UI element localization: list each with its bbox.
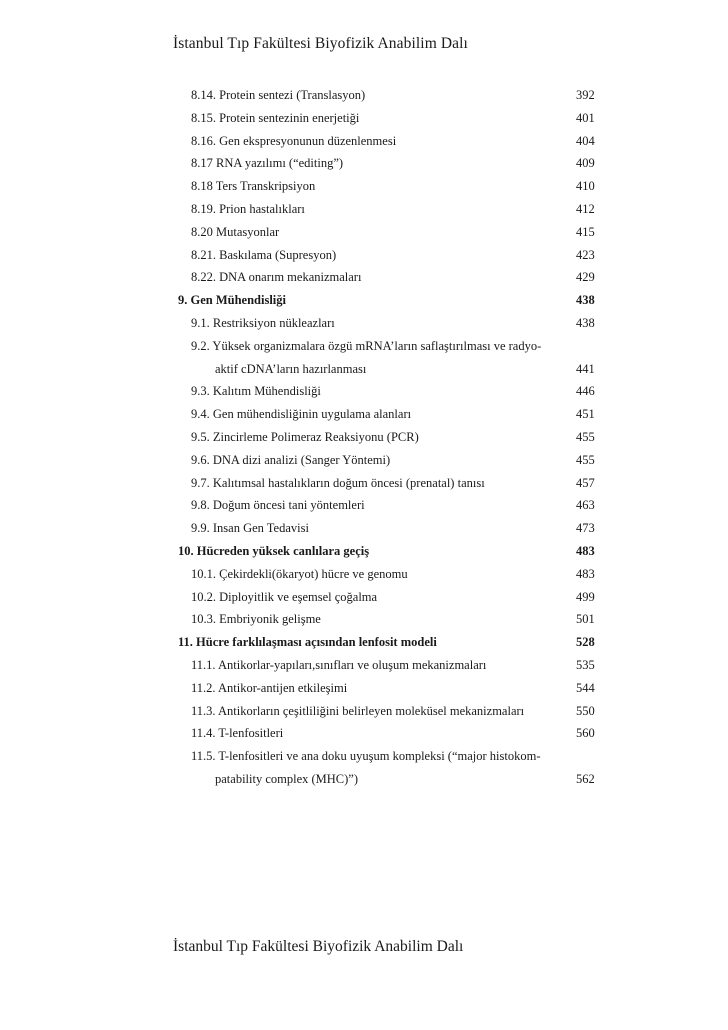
toc-entry-title: 8.21. Baskılama (Supresyon)	[191, 247, 337, 262]
toc-entry	[0, 407, 728, 427]
toc-entry	[0, 749, 728, 769]
toc-entry	[0, 362, 728, 382]
toc-entry-page: 544	[576, 680, 595, 695]
toc-entry	[0, 658, 728, 678]
toc-entry-page: 562	[576, 772, 595, 786]
toc-entry	[0, 567, 728, 587]
toc-entry-page: 501	[576, 612, 595, 627]
toc-entry	[0, 111, 728, 131]
toc-entry-page: 409	[576, 156, 595, 171]
toc-entry-title: 8.16. Gen ekspresyonunun düzenlenmesi	[191, 133, 397, 148]
toc-entry-page: 535	[576, 658, 595, 672]
toc-entry-page: 438	[576, 293, 595, 308]
toc-entry-title: patability complex (MHC)”)	[215, 772, 359, 786]
toc-entry-title: 8.19. Prion hastalıkları	[191, 202, 305, 216]
toc-entry-title: 10.2. Diployitlik ve eşemsel çoğalma	[191, 589, 378, 604]
toc-entry-page: 550	[576, 703, 595, 718]
toc-entry	[0, 156, 728, 176]
toc-entry-page: 483	[576, 544, 595, 558]
toc-entry	[0, 430, 728, 450]
toc-entry	[0, 498, 728, 518]
toc-entry	[0, 476, 728, 496]
toc-entry	[0, 384, 728, 404]
toc-entry-title: 8.22. DNA onarım mekanizmaları	[191, 270, 362, 285]
toc-entry-title: 10. Hücreden yüksek canlılara geçiş	[178, 544, 370, 558]
toc-entry	[0, 544, 728, 564]
toc-entry	[0, 270, 728, 290]
toc-entry-title: 11.3. Antikorların çeşitliliğini belirleyen moleküsel mekanizmaları	[191, 703, 525, 718]
toc-entry-page: 528	[576, 635, 595, 650]
toc-entry-title: 8.18 Ters Transkripsiyon	[191, 179, 316, 194]
toc-entry	[0, 179, 728, 199]
toc-entry-title: 9.7. Kalıtımsal hastalıkların doğum öncesi (prenatal) tanısı	[191, 475, 485, 490]
toc-entry-page: 463	[576, 498, 595, 513]
toc-entry-page: 412	[576, 202, 595, 216]
toc-entry	[0, 612, 728, 632]
toc-entry	[0, 248, 728, 268]
page-footer: İstanbul Tıp Fakültesi Biyofizik Anabilim Dalı	[173, 938, 464, 955]
toc-entry-title: 9.6. DNA dizi analizi (Sanger Yöntemi)	[191, 452, 391, 467]
toc-entry	[0, 202, 728, 222]
toc-entry-title: 9.4. Gen mühendisliğinin uygulama alanları	[191, 407, 412, 422]
toc-entry-page: 446	[576, 384, 595, 399]
toc-entry-page: 415	[576, 224, 595, 239]
toc-entry-page: 429	[576, 270, 595, 285]
toc-entry-title: 11.2. Antikor-antijen etkileşimi	[191, 680, 348, 695]
toc-entry-title: 9.3. Kalıtım Mühendisliği	[191, 384, 321, 399]
toc-entry-title: 9.9. Insan Gen Tedavisi	[191, 521, 309, 536]
toc-entry-title: aktif cDNA’ların hazırlanması	[215, 361, 367, 376]
toc-entry-title: 11. Hücre farklılaşması açısından lenfosit modeli	[178, 635, 437, 650]
toc-entry-title: 9.8. Doğum öncesi tani yöntemleri	[191, 498, 365, 513]
toc-entry-title: 8.20 Mutasyonlar	[191, 224, 280, 239]
toc-entry-page: 455	[576, 430, 595, 444]
toc-entry	[0, 88, 728, 108]
toc-entry-title: 8.17 RNA yazılımı (“editing”)	[191, 156, 344, 171]
toc-entry-page: 473	[576, 521, 595, 536]
toc-entry	[0, 134, 728, 154]
page-header: İstanbul Tıp Fakültesi Biyofizik Anabilim Dalı	[173, 35, 468, 52]
toc-entry-page: 560	[576, 726, 595, 741]
toc-entry-title: 11.1. Antikorlar-yapıları,sınıfları ve oluşum mekanizmaları	[191, 658, 487, 672]
toc-entry-page: 404	[576, 133, 595, 148]
toc-entry	[0, 681, 728, 701]
toc-entry-title: 8.14. Protein sentezi (Translasyon)	[191, 88, 366, 102]
toc-entry-title: 10.3. Embriyonik gelişme	[191, 612, 321, 627]
toc-entry-title: 9.2. Yüksek organizmalara özgü mRNA’ların saflaştırılması ve radyo-	[191, 338, 542, 353]
toc-entry	[0, 726, 728, 746]
toc-entry-page: 401	[576, 110, 595, 125]
toc-entry-page: 410	[576, 179, 595, 194]
toc-entry	[0, 590, 728, 610]
toc-entry-title: 9. Gen Mühendisliği	[178, 293, 287, 308]
toc-entry-title: 11.5. T-lenfositleri ve ana doku uyuşum kompleksi (“major histokom-	[191, 749, 541, 764]
toc-entry-page: 483	[576, 566, 595, 581]
toc-entry	[0, 453, 728, 473]
toc-entry-page: 423	[576, 247, 595, 262]
toc-entry-page: 457	[576, 475, 595, 490]
toc-entry	[0, 635, 728, 655]
toc-entry-title: 11.4. T-lenfositleri	[191, 726, 284, 741]
toc-entry-page: 455	[576, 452, 595, 467]
toc-entry-page: 499	[576, 589, 595, 604]
toc-entry-page: 438	[576, 316, 595, 330]
toc-entry	[0, 316, 728, 336]
toc-entry-title: 9.5. Zincirleme Polimeraz Reaksiyonu (PCR)	[191, 430, 419, 444]
toc-entry	[0, 772, 728, 792]
toc-entry	[0, 339, 728, 359]
toc-entry-title: 8.15. Protein sentezinin enerjetiği	[191, 110, 360, 125]
toc-entry-page: 392	[576, 88, 595, 102]
toc-entry-page: 451	[576, 407, 595, 422]
toc-entry	[0, 293, 728, 313]
toc-entry-title: 10.1. Çekirdekli(ökaryot) hücre ve genomu	[191, 566, 408, 581]
toc-entry	[0, 225, 728, 245]
toc-entry	[0, 704, 728, 724]
toc-entry	[0, 521, 728, 541]
toc-entry-page: 441	[576, 361, 595, 376]
toc-entry-title: 9.1. Restriksiyon nükleazları	[191, 316, 335, 330]
